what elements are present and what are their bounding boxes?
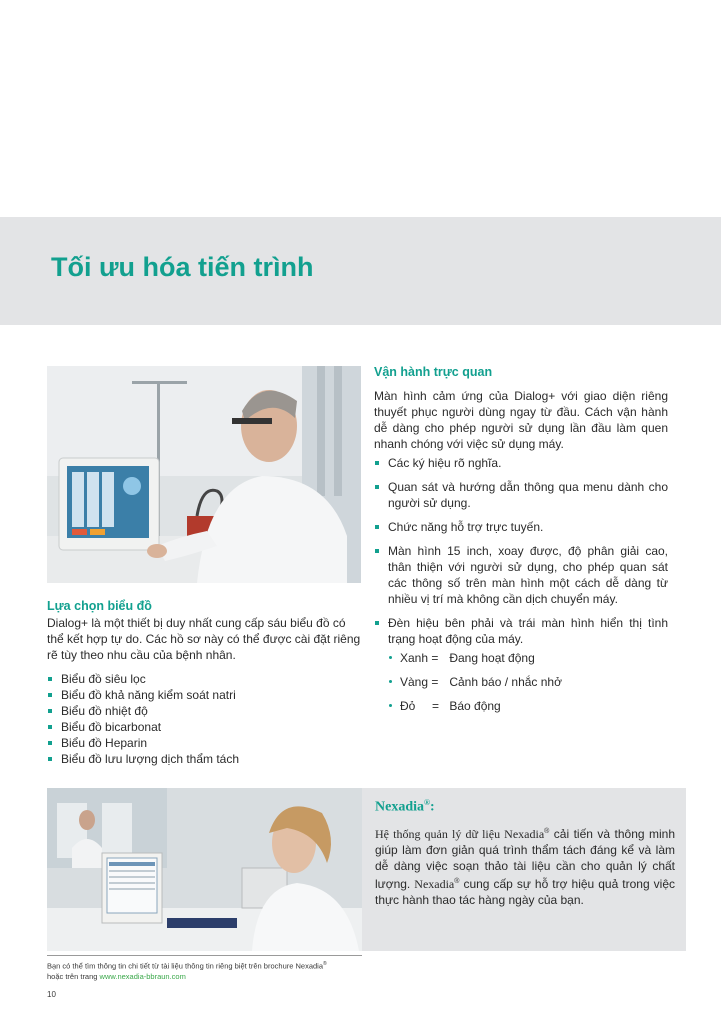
page-number: 10: [47, 990, 56, 999]
nexadia-text-2: cải tiến và thông minh giúp làm đơn giản quá trình thẩm tách đáng kể và làm dễ dàng việc soạn thảo tài liệu cần cho quản lý chất lượng.: [375, 827, 675, 891]
left-intro: Dialog+ là một thiết bị duy nhất cung cấp sáu biểu đồ có thể kết hợp tự do. Các hồ sơ này có thể được cài đặt riêng rẽ tùy theo nhu cầu của bệnh nhân.: [47, 616, 361, 662]
list-item: Các ký hiệu rõ nghĩa.: [374, 455, 668, 471]
list-item: Đèn hiệu bên phải và trái màn hình hiển thị tình trạng hoạt động của máy.: [374, 615, 668, 647]
footnote: [47, 959, 377, 982]
nexadia-text-4: cung cấp sự hỗ trợ hiệu quả trong việc thực hành thao tác hàng ngày của bạn.: [375, 877, 675, 907]
status-light-yellow: [388, 674, 668, 690]
nexadia-title: Nexadia: [375, 799, 424, 815]
status-light-list: [388, 650, 668, 714]
light-value: Báo động: [449, 699, 501, 713]
list-item: Biểu đồ khả năng kiểm soát natri: [47, 687, 363, 703]
footnote-divider: [47, 955, 362, 956]
right-intro: Màn hình cảm ứng của Dialog+ với giao diện riêng thuyết phục người dùng ngay từ đầu. Cách vận hành dễ dàng cho phép người sử dụng lần đầu làm quen nhanh chóng với việc sử dụng máy.: [374, 389, 668, 451]
nurse-workstation-image: [47, 788, 362, 951]
registered-mark: ®: [544, 828, 550, 835]
list-item: Màn hình 15 inch, xoay được, độ phân giải cao, thân thiện với người sử dụng, cho phép quan sát các thông số trên màn hình một cách dễ dàng từ nhiều vị trí mà không cần dịch chuyển máy.: [374, 543, 668, 607]
right-heading: Vận hành trực quan: [374, 365, 493, 379]
chart-profile-list: [47, 671, 363, 767]
doctor-touchscreen-photo: [47, 366, 361, 583]
feature-list: [374, 455, 668, 647]
footnote-line-2: hoặc trên trang: [47, 971, 100, 981]
nexadia-text-1: Hệ thống quản lý dữ liệu Nexadia: [375, 827, 545, 841]
status-light-green: [388, 650, 668, 666]
page-title: Tối ưu hóa tiến trình: [51, 252, 314, 282]
footnote-line-1: Bạn có thể tìm thông tin chi tiết từ tài liệu thông tin riêng biệt trên brochure Nexadia: [47, 961, 324, 971]
list-item: Chức năng hỗ trợ trực tuyến.: [374, 519, 668, 535]
nexadia-description: [375, 824, 675, 908]
list-item: Biểu đồ nhiệt độ: [47, 703, 363, 719]
light-value: Cảnh báo / nhắc nhở: [449, 675, 562, 689]
doctor-touchscreen-image: [47, 366, 361, 583]
nurse-workstation-photo: [47, 788, 362, 951]
list-item: Biểu đồ bicarbonat: [47, 719, 363, 735]
light-value: Đang hoạt động: [449, 651, 535, 665]
nexadia-colon: :: [429, 799, 435, 815]
list-item: Quan sát và hướng dẫn thông qua menu dành cho người sử dụng.: [374, 479, 668, 511]
registered-mark: ®: [454, 878, 460, 885]
nexadia-heading: [375, 798, 435, 816]
list-item: Biểu đồ Heparin: [47, 735, 363, 751]
nexadia-text-3: Nexadia: [414, 877, 455, 891]
website-link[interactable]: www.nexadia-bbraun.com: [99, 971, 186, 981]
light-label: Vàng =: [400, 675, 439, 689]
list-item: Biểu đồ siêu lọc: [47, 671, 363, 687]
registered-mark: ®: [323, 961, 327, 967]
light-label: Xanh =: [400, 651, 439, 665]
registered-mark: ®: [424, 798, 430, 807]
left-heading: Lựa chọn biểu đồ: [47, 599, 152, 613]
list-item: Biểu đồ lưu lượng dịch thẩm tách: [47, 751, 363, 767]
light-label: Đỏ =: [400, 699, 440, 713]
status-light-red: [388, 698, 668, 714]
